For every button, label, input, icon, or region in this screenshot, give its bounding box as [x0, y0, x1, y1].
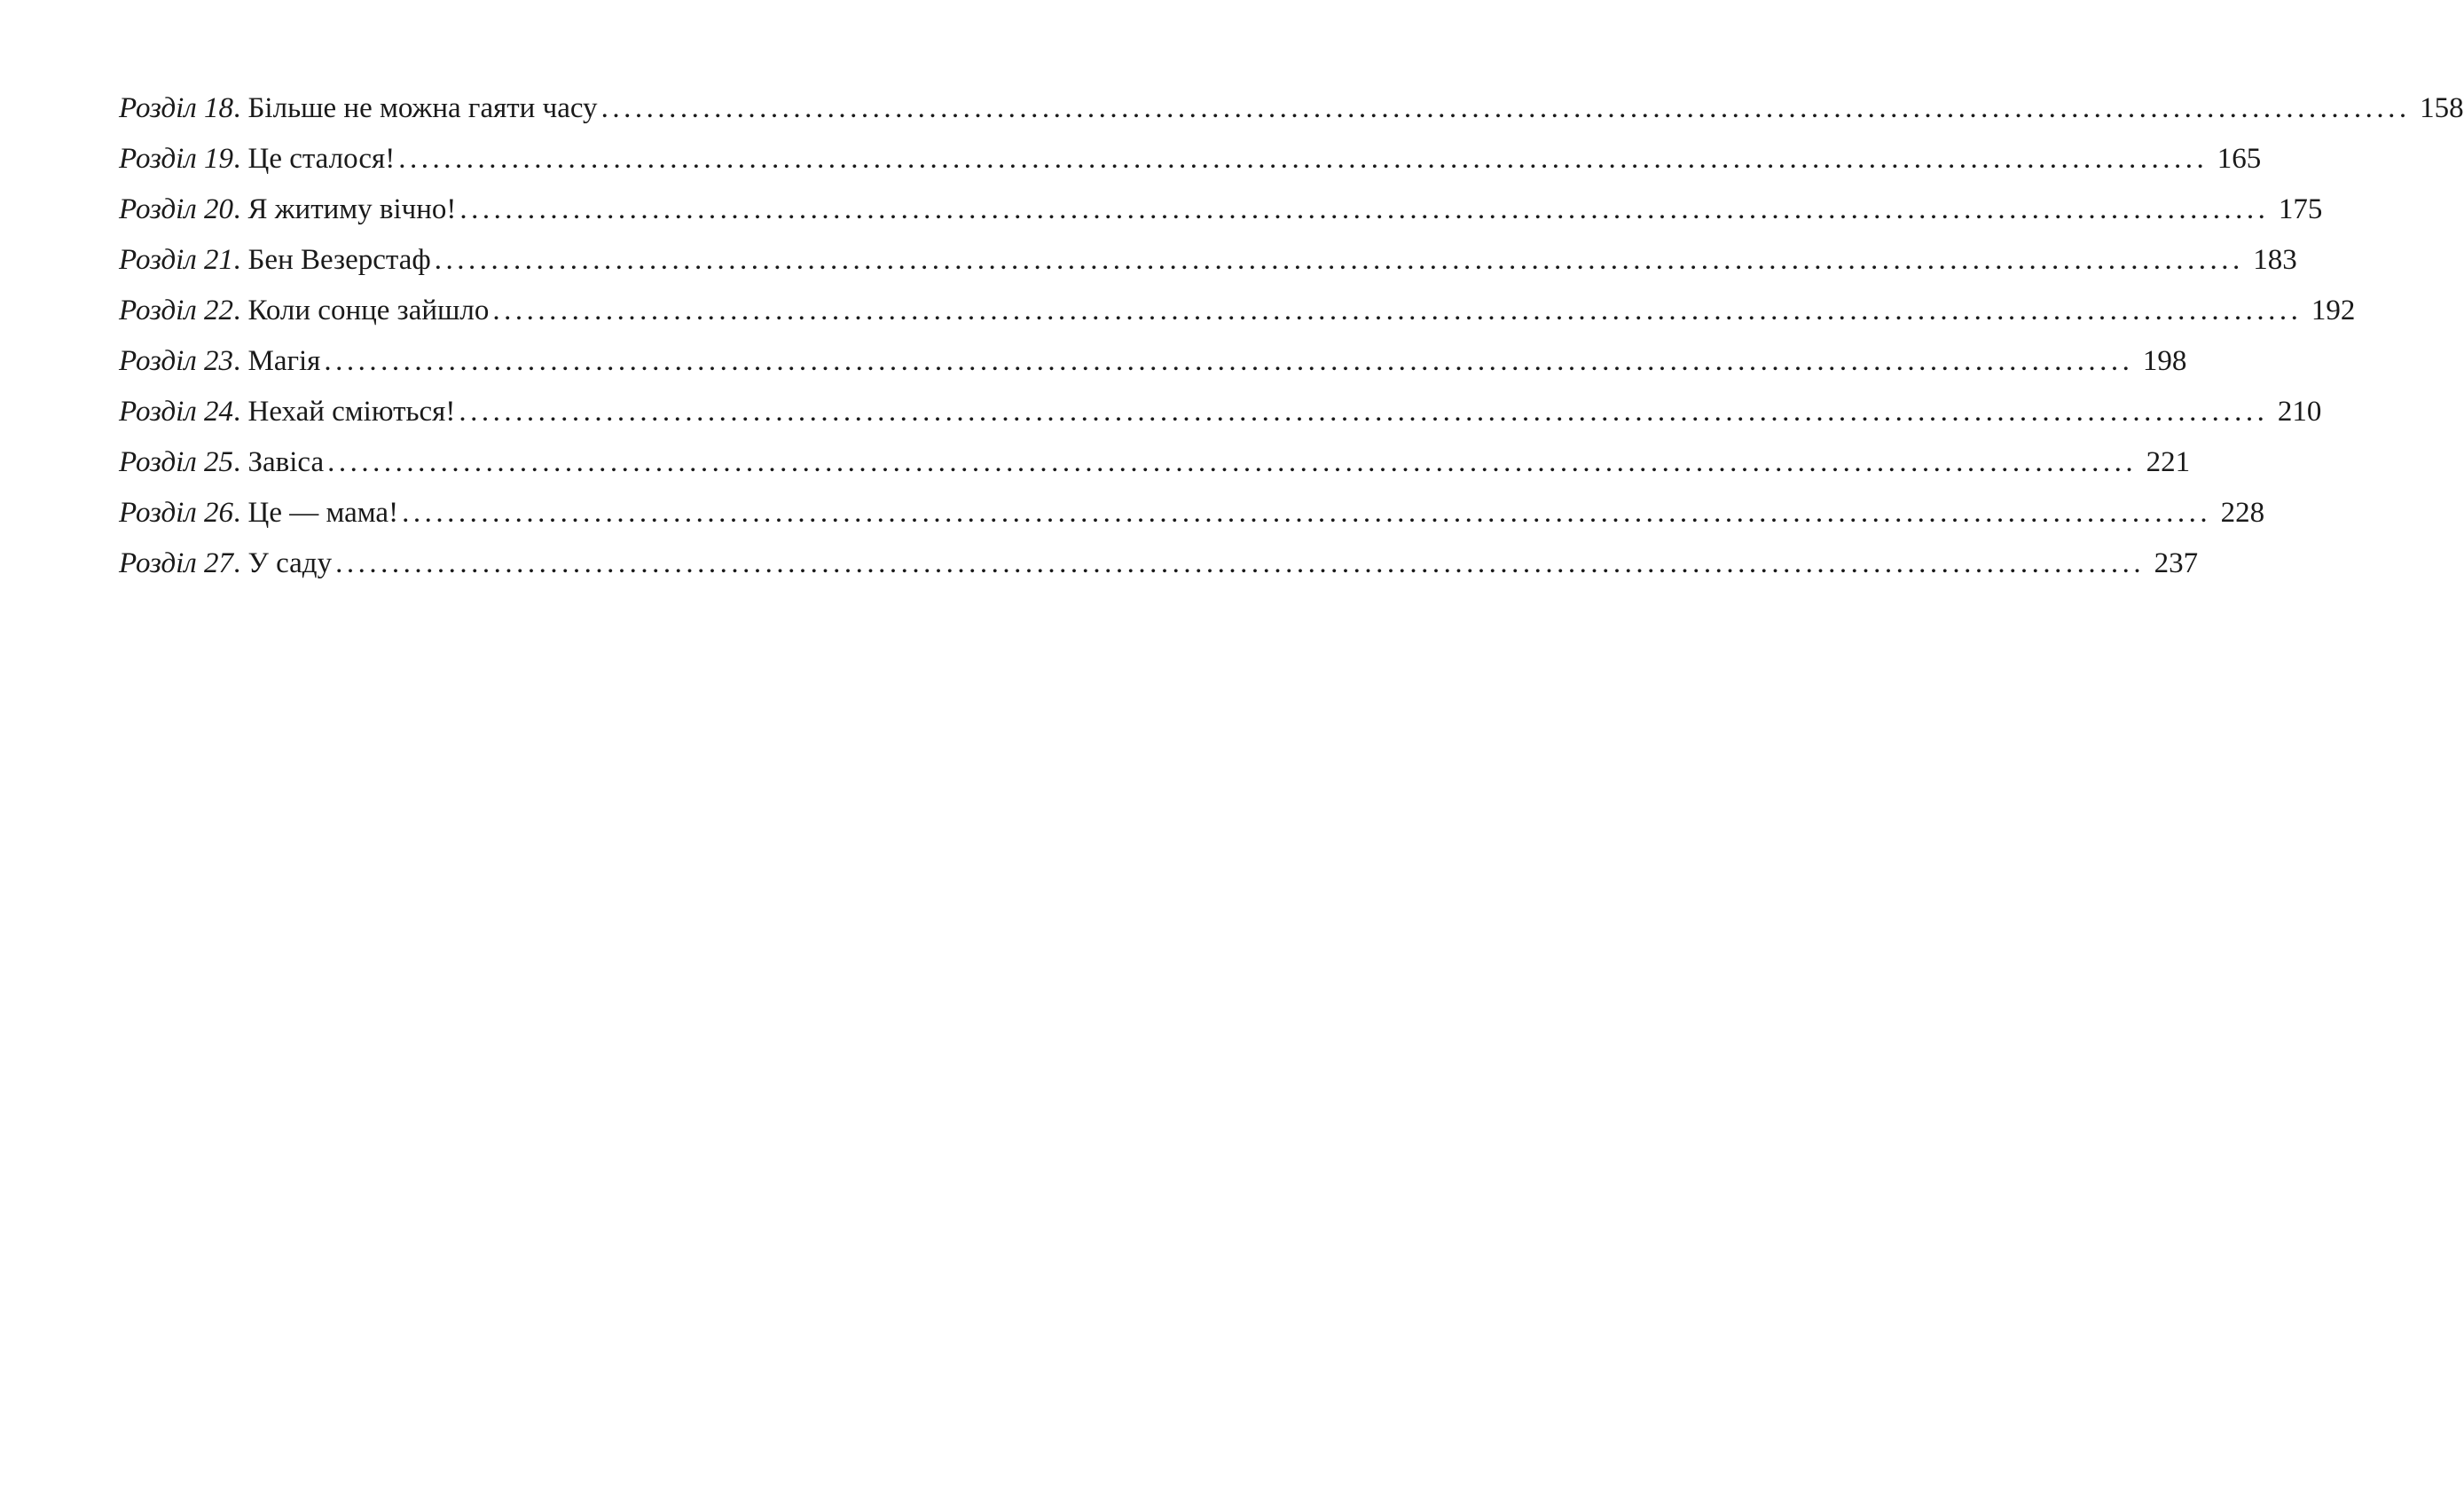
- toc-entry-21: [119, 244, 2297, 295]
- chapter-title: . Нехай сміються!: [232, 396, 456, 428]
- dot-leader: ................................................................................................................................................................: [398, 143, 2209, 175]
- toc-entry-25: [119, 446, 2191, 497]
- chapter-label: Розділ 26: [119, 497, 233, 529]
- page-number: 183: [2253, 244, 2297, 276]
- dot-leader: ................................................................................................................................................................: [324, 345, 2134, 377]
- page-number: 192: [2311, 295, 2356, 326]
- chapter-title: . Я житиму вічно!: [232, 193, 457, 225]
- dot-leader: ................................................................................................................................................................: [402, 497, 2212, 529]
- page-number: 210: [2277, 396, 2322, 428]
- chapter-title: . Це — мама!: [232, 497, 399, 529]
- page-number: 228: [2220, 497, 2265, 529]
- dot-leader: ................................................................................................................................................................: [327, 446, 2138, 478]
- toc-entry-26: [119, 497, 2265, 547]
- chapter-title: . Магія: [232, 345, 321, 377]
- chapter-label: Розділ 24: [119, 396, 233, 428]
- page-number: 198: [2142, 345, 2187, 377]
- toc-entry-18: [119, 92, 2464, 143]
- toc-entry-22: [119, 295, 2356, 345]
- chapter-title: . Завіса: [232, 446, 325, 478]
- page-number: 175: [2278, 193, 2323, 225]
- chapter-label: Розділ 21: [119, 244, 233, 276]
- chapter-label: Розділ 22: [119, 295, 233, 326]
- chapter-title: . Більше не можна гаяти часу: [232, 92, 598, 124]
- dot-leader: ................................................................................................................................................................: [459, 396, 2269, 428]
- page-number: 158: [2420, 92, 2464, 124]
- dot-leader: ................................................................................................................................................................: [600, 92, 2411, 124]
- chapter-title: . Бен Везерстаф: [232, 244, 431, 276]
- chapter-label: Розділ 25: [119, 446, 233, 478]
- toc-entry-23: [119, 345, 2187, 396]
- toc-entry-27: [119, 547, 2199, 598]
- page-number: 221: [2146, 446, 2191, 478]
- dot-leader: ................................................................................................................................................................: [459, 193, 2270, 225]
- chapter-title: . Коли сонце зайшло: [232, 295, 490, 326]
- dot-leader: ................................................................................................................................................................: [434, 244, 2244, 276]
- chapter-label: Розділ 23: [119, 345, 233, 377]
- page-number: 165: [2217, 143, 2262, 175]
- toc-entry-19: [119, 143, 2262, 193]
- dot-leader: ................................................................................................................................................................: [335, 547, 2146, 579]
- chapter-title: . Це сталося!: [232, 143, 396, 175]
- chapter-title: . У саду: [232, 547, 333, 579]
- toc-entry-20: [119, 193, 2323, 244]
- chapter-label: Розділ 27: [119, 547, 233, 579]
- dot-leader: ................................................................................................................................................................: [492, 295, 2303, 326]
- chapter-label: Розділ 20: [119, 193, 233, 225]
- page-number: 237: [2154, 547, 2199, 579]
- chapter-label: Розділ 18: [119, 92, 233, 124]
- chapter-label: Розділ 19: [119, 143, 233, 175]
- toc-entry-24: [119, 396, 2322, 446]
- table-of-contents: [119, 92, 2464, 598]
